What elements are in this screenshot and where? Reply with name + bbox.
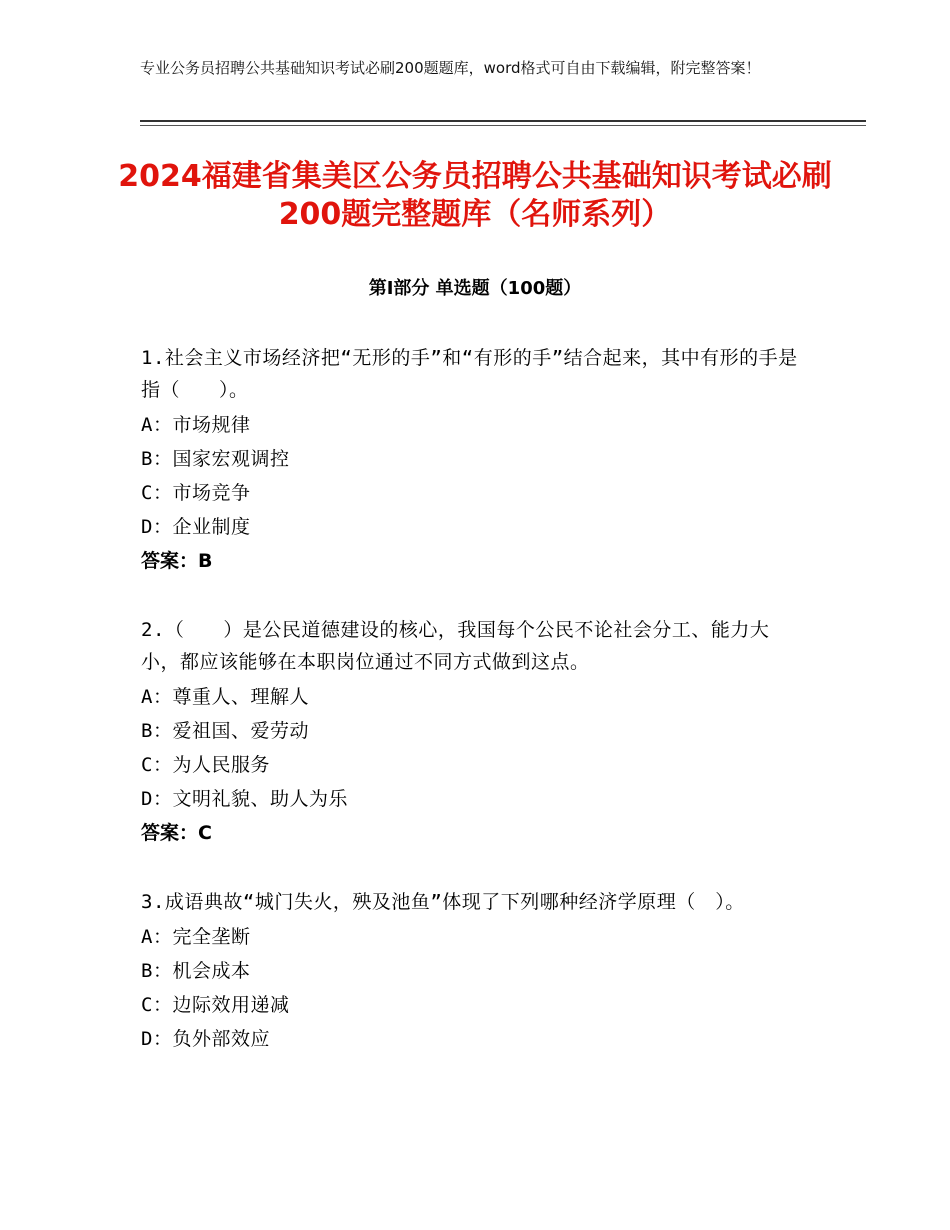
option-b: B：国家宏观调控: [141, 448, 290, 470]
document-title: 2024福建省集美区公务员招聘公共基础知识考试必刷200题完整题库（名师系列）: [118, 159, 832, 232]
header-note: 专业公务员招聘公共基础知识考试必刷200题题库，word格式可自由下载编辑，附完整答案！: [140, 59, 761, 77]
question-stem: 2.（ ）是公民道德建设的核心，我国每个公民不论社会分工、能力大小，都应该能够在本职岗位通过不同方式做到这点。: [141, 619, 770, 673]
question-3: [141, 886, 801, 1056]
question-list: [141, 342, 801, 1092]
option-a: A：尊重人、理解人: [141, 686, 309, 708]
question-1: [141, 342, 801, 578]
header-divider-thick: [140, 120, 866, 122]
option-b: B：爱祖国、爱劳动: [141, 720, 309, 742]
option-d: D：文明礼貌、助人为乐: [141, 788, 348, 810]
option-c: C：市场竞争: [141, 482, 251, 504]
option-d: D：负外部效应: [141, 1028, 270, 1050]
section-heading: 第Ⅰ部分 单选题（100题）: [368, 278, 582, 299]
option-c: C：边际效用递减: [141, 994, 290, 1016]
option-d: D：企业制度: [141, 516, 251, 538]
option-c: C：为人民服务: [141, 754, 270, 776]
option-b: B：机会成本: [141, 960, 251, 982]
option-a: A：市场规律: [141, 414, 251, 436]
answer-line: 答案：B: [141, 550, 213, 572]
question-stem: 1.社会主义市场经济把“无形的手”和“有形的手”结合起来，其中有形的手是指（ ）。: [141, 347, 798, 401]
answer-line: 答案：C: [141, 822, 212, 844]
question-stem: 3.成语典故“城门失火，殃及池鱼”体现了下列哪种经济学原理（ ）。: [141, 891, 745, 913]
question-2: [141, 614, 801, 850]
header-divider-thin: [140, 125, 866, 126]
option-a: A：完全垄断: [141, 926, 251, 948]
